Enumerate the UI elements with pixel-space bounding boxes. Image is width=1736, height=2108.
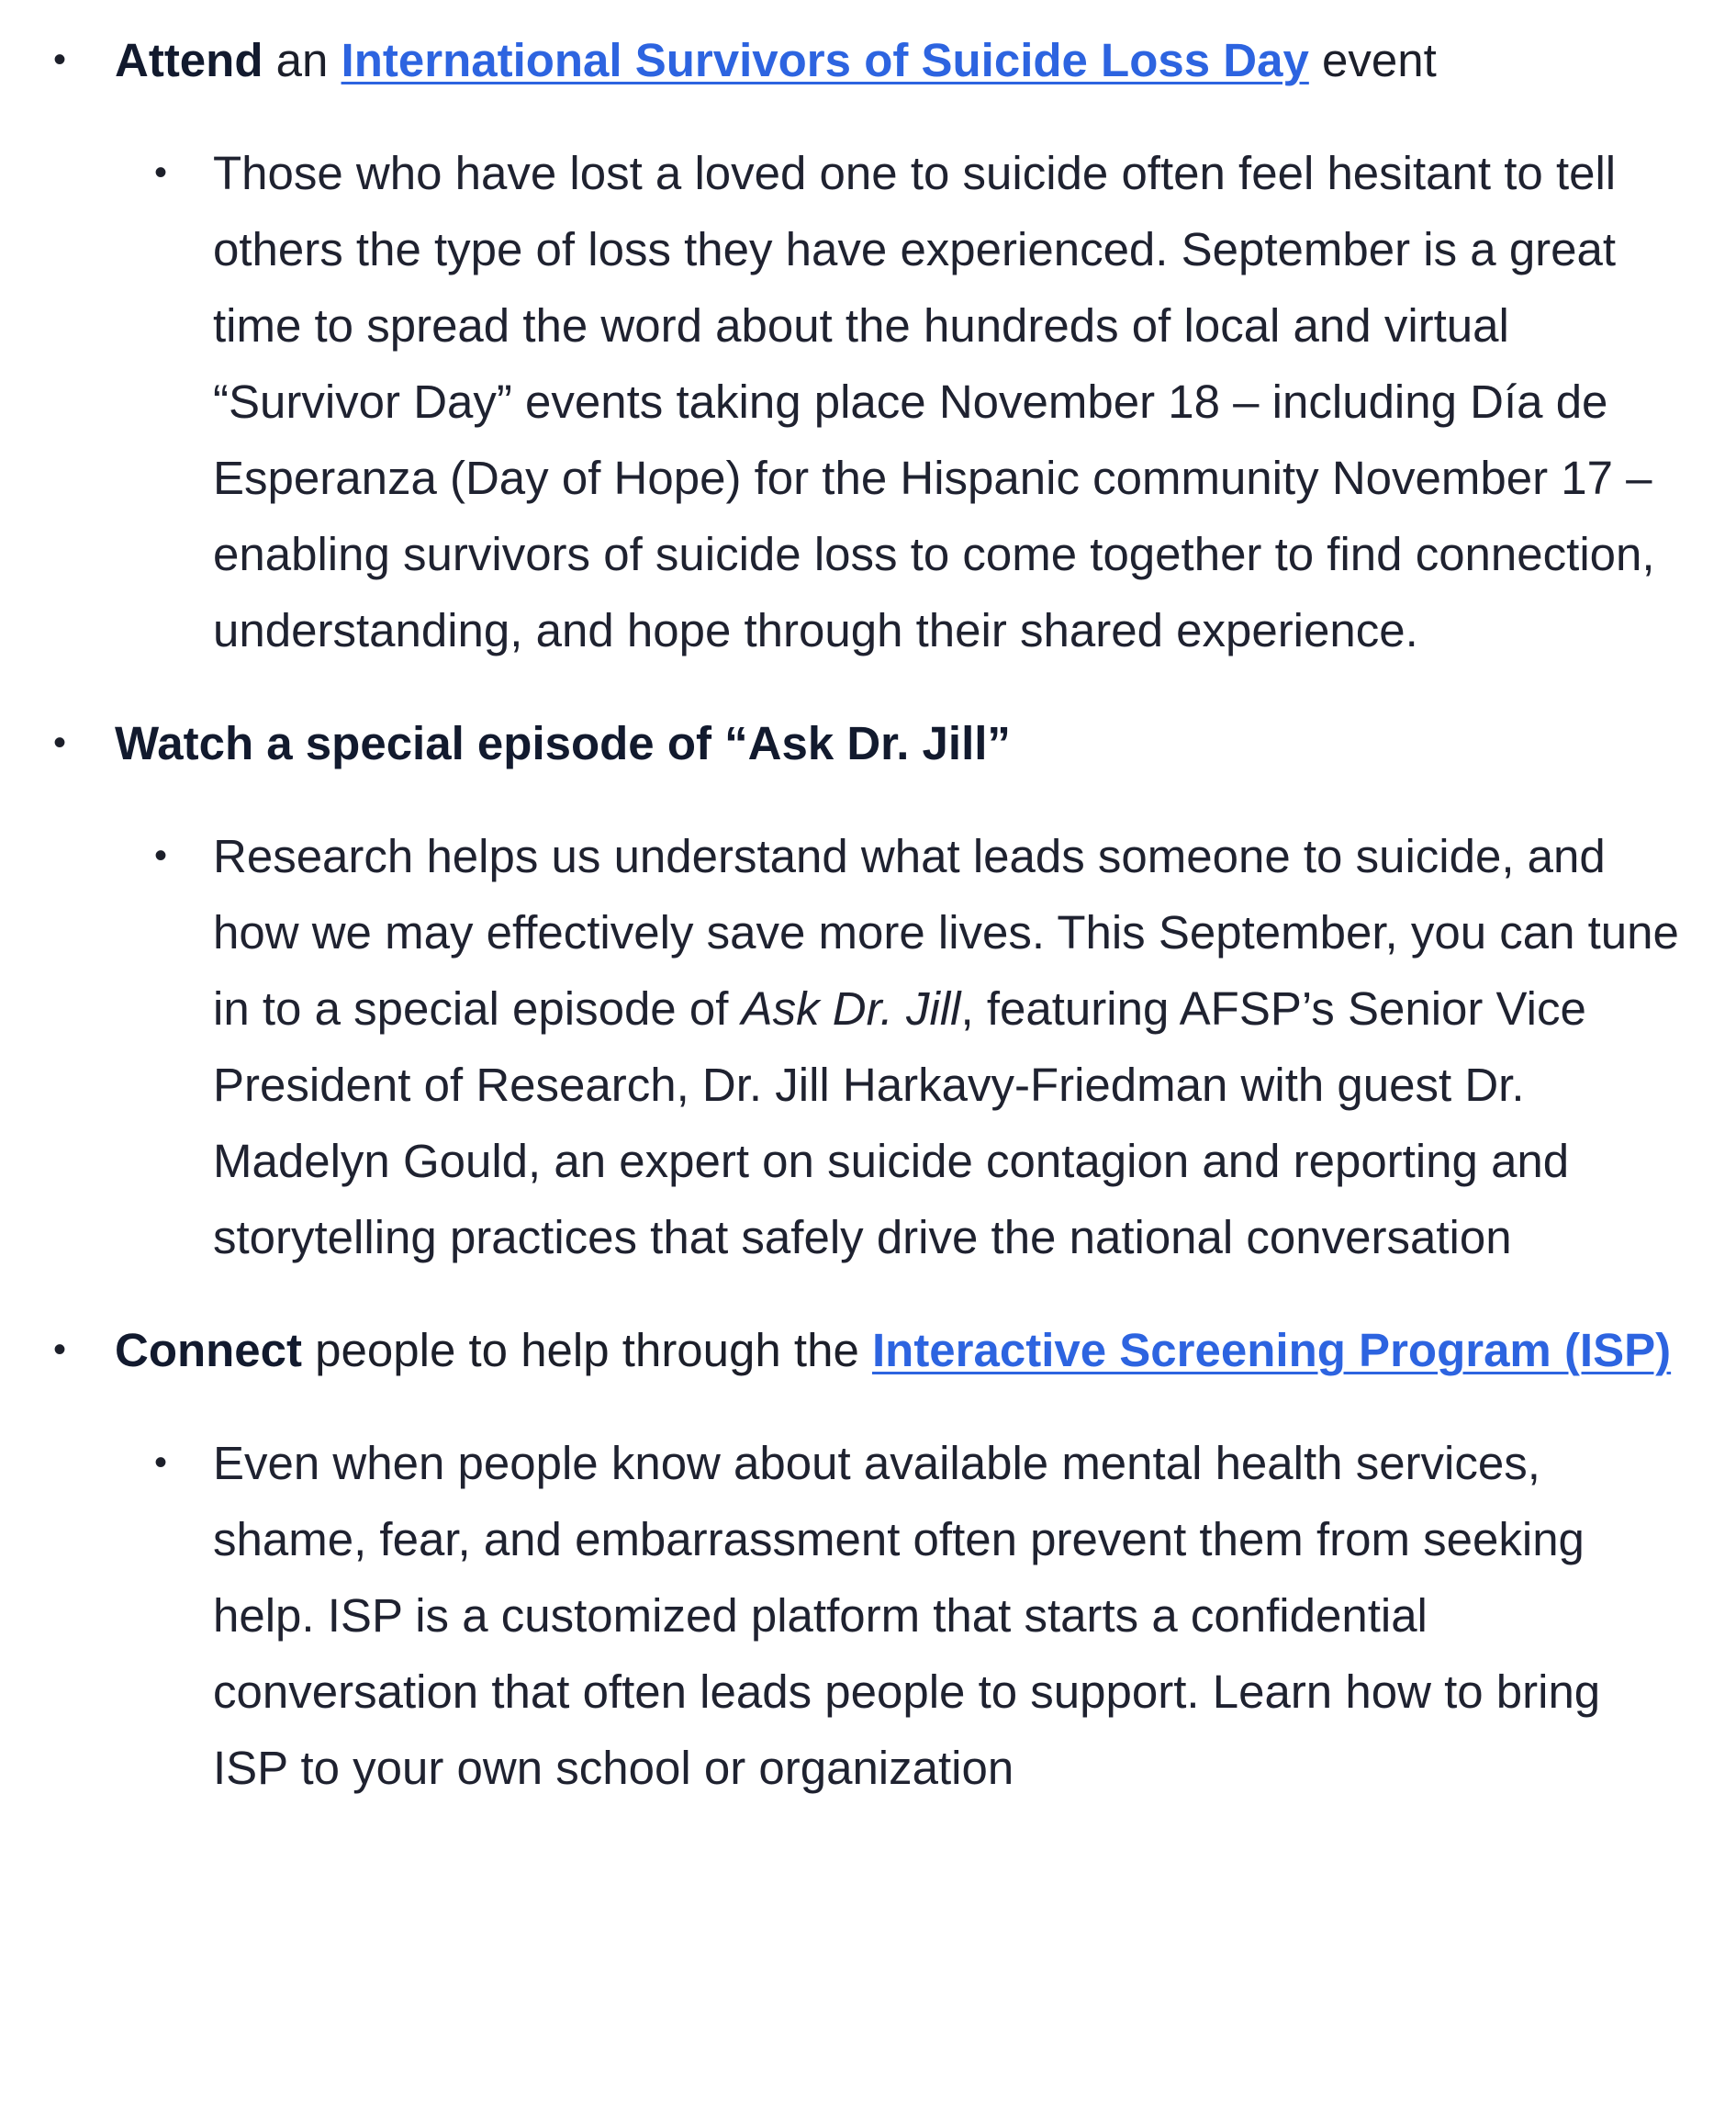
attend-pre-link: an [263,34,342,86]
watch-detail-pre: Research helps us understand what leads someone to suicide, and how we may effectively save more lives. This September, you can tune in to a special episode of [213,830,1679,1035]
connect-sublist [115,1425,1681,1806]
action-list [0,22,1681,1806]
connect-lead: Connect [115,1324,302,1376]
watch-sublist [115,818,1681,1275]
attend-lead: Attend [115,34,263,86]
attend-detail: • Those who have lost a loved one to suicide often feel hesitant to tell others the type of loss they have experienced. September is a great time to spread the word about the hundreds of local and virtual “Survivor Day” events taking place November 18 – including Día de Esperanza (Day of Hope) for the Hispanic community November 17 – enabling survivors of suicide loss to come together to find connection, understanding, and hope through their shared experience. [115,135,1681,668]
ask-dr-jill-title: Ask Dr. Jill [741,982,961,1035]
connect-detail: • Even when people know about available mental health services, shame, fear, and embarrassment often prevent them from seeking help. ISP is a customized platform that starts a confidential conversation that often leads people to support. Learn how to bring ISP to your own school or organization [115,1425,1681,1806]
attend-post-link: event [1308,34,1437,86]
list-item-watch [0,705,1681,1275]
survivors-day-link[interactable]: International Survivors of Suicide Loss Day [341,34,1309,86]
connect-pre-link: people to help through the [302,1324,872,1376]
isp-link[interactable]: Interactive Screening Program (ISP) [872,1324,1672,1376]
watch-heading: Watch a special episode of “Ask Dr. Jill” [115,717,1011,769]
watch-detail-post: , featuring AFSP’s Senior Vice President of Research, Dr. Jill Harkavy-Friedman with guest Dr. Madelyn Gould, an expert on suicide contagion and reporting and storytelling practices that safely drive the national conversation [213,982,1586,1263]
list-item-connect [0,1312,1681,1806]
list-item-attend [0,22,1681,668]
watch-detail [115,818,1681,1275]
attend-sublist [115,135,1681,668]
